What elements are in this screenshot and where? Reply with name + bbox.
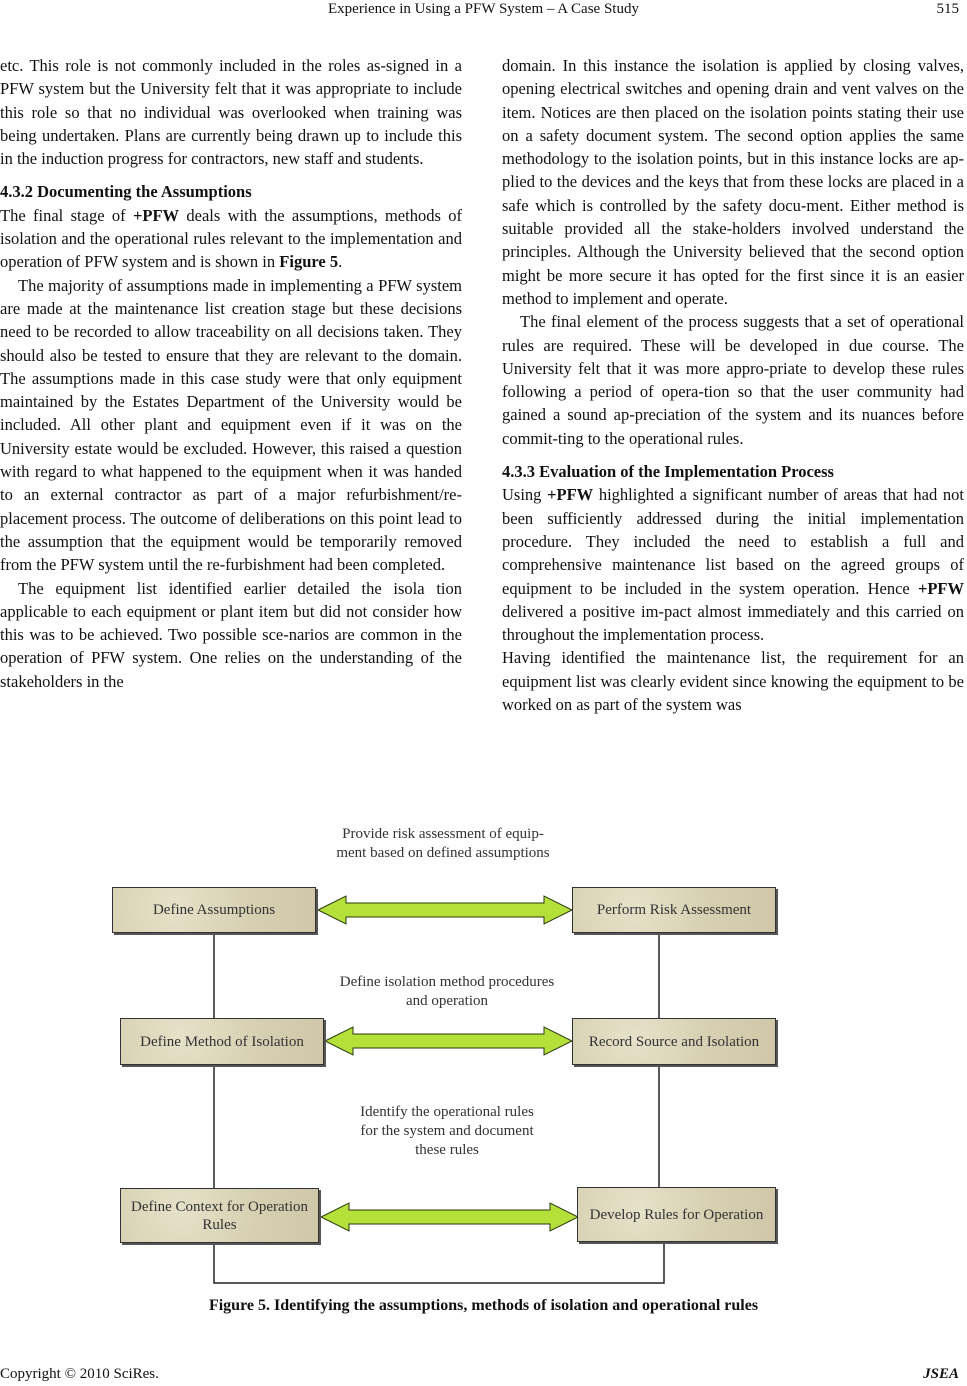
box-label	[131, 1198, 308, 1234]
section-heading-4-3-2: 4.3.2 Documenting the Assumptions	[0, 182, 252, 202]
paragraph	[0, 204, 462, 274]
double-arrow	[318, 896, 572, 924]
text-run: The final stage of	[0, 205, 133, 225]
box-label-line: Define Context for Operation	[130, 1198, 309, 1215]
bold-term: +PFW	[917, 578, 964, 598]
paragraph: The final element of the process suggests that a set of operational rules are required. These will be developed in due course. The University felt that it was more appro-priate to develop these rules following a period of opera-tion so that the user community had gained a sound ap-preciation of the system and its nuances before commit-ting to the operational rules.	[502, 312, 964, 448]
double-arrow	[325, 1027, 572, 1055]
box-label: Define Method of Isolation	[140, 1033, 304, 1050]
box-label-line: Rules	[202, 1216, 237, 1233]
text-run: highlighted a significant number of areas that had not been sufficiently addressed during the initial implementation procedure. They included the need to establish a full and comprehensive maintenance list based on the agreed groups of equipment to be included in the system operation. Hence	[502, 485, 964, 598]
paragraph	[502, 483, 964, 646]
note-line: and operation	[405, 993, 489, 1009]
box-define-assumptions	[112, 887, 316, 933]
box-perform-risk-assessment	[572, 887, 776, 933]
box-label: Perform Risk Assessment	[596, 902, 752, 918]
text-run: .	[338, 252, 343, 272]
text-run: delivered a positive im-pact almost immediately and this carried on throughout the implementation process.	[502, 601, 964, 645]
box-label: Define Assumptions	[152, 902, 276, 918]
figure-reference: Figure 5	[279, 252, 339, 272]
box-label: Record Source and Isolation	[588, 1033, 760, 1050]
connector-line	[214, 1242, 664, 1283]
paragraph: The equipment list identified earlier detailed the isola tion applicable to each equipment or plant item but did not consider how this was to be achieved. Two possible sce-narios are common in the operation of PFW system. One relies on the understanding of the stakeholders in the	[0, 578, 462, 691]
running-title: Experience in Using a PFW System – A Case Study	[328, 1, 639, 17]
box-define-context-for-operation-rules	[120, 1188, 319, 1243]
note-line: ment based on defined assumptions	[336, 845, 550, 861]
note-line: these rules	[415, 1142, 479, 1158]
figure-caption: Figure 5. Identifying the assumptions, methods of isolation and operational rules	[208, 1297, 759, 1314]
box-develop-rules-for-operation	[577, 1187, 776, 1242]
note-risk-assessment	[318, 825, 568, 863]
bold-term: +PFW	[547, 485, 594, 505]
left-column	[0, 54, 462, 693]
arrow-group	[318, 896, 578, 1231]
journal-abbrev: JSEA	[923, 1366, 959, 1382]
note-line: Provide risk assessment of equip-	[342, 826, 544, 842]
box-label: Develop Rules for Operation	[589, 1206, 764, 1223]
figure-5	[0, 815, 967, 1335]
copyright-text: Copyright © 2010 SciRes.	[0, 1366, 159, 1382]
note-line: for the system and document	[360, 1123, 534, 1139]
note-isolation-method	[320, 973, 574, 1011]
box-define-method-of-isolation	[120, 1018, 324, 1065]
paragraph: Having identified the maintenance list, the requirement for an equipment list was clearly evident since knowing the equipment to be worked on as part of the system was	[502, 648, 964, 715]
text-run: deals with the assumptions, methods of isolation and the operational rules relevant to the implementation and operation of PFW system and is shown in	[0, 205, 462, 272]
note-line: Define isolation method procedures	[339, 974, 555, 990]
note-line: Identify the operational rules	[360, 1104, 534, 1120]
paragraph: domain. In this instance the isolation is applied by closing valves, opening electrical switches and opening drain and vent valves on the item. Notices are then placed on the isolation points stating their use on a safety document system. The second option applies the same methodology to the isolation points, but in this instance locks are ap-plied to the devices and the keys that from these locks are placed in a safe which is controlled by the safety docu-ment. Either method is suitable provided all the stake-holders involved understand the principles. Although the University believed that the second option might be more secure it has opted for the first since it is an easier method to implement and operate.	[502, 56, 964, 308]
page-number: 515	[936, 1, 959, 17]
text-run: Using	[502, 485, 548, 505]
note-operational-rules	[335, 1103, 559, 1160]
paragraph: The majority of assumptions made in implementing a PFW system are made at the maintenance list creation stage but these decisions need to be recorded to allow traceability on all decisions taken. They should also be tested to ensure that they are relevant to the domain. The assumptions made in this case study were that only equipment maintained by the Estates Department of the University would be included. All other plant and equipment even if it was on the University estate would be excluded. However, this raised a question with regard to what happened to the equipment when it was handed to an external contractor as part of a major refurbishment/re-placement process. The outcome of deliberations on this point lead to the assumption that the equipment would be temporarily removed from the PFW system until the re-furbishment had been completed.	[0, 275, 462, 575]
bold-term: +PFW	[132, 205, 180, 225]
double-arrow	[321, 1203, 578, 1231]
section-heading-4-3-3: 4.3.3 Evaluation of the Implementation Process	[502, 462, 834, 482]
running-header	[0, 0, 967, 24]
paragraph: etc. This role is not commonly included in the roles as-signed in a PFW system but the University felt that it was appropriate to include this role so that no individual was overlooked when training was being undertaken. Plans are currently being drawn up to include this in the induction progress for contractors, new staff and students.	[0, 56, 462, 169]
box-record-source-and-isolation	[572, 1018, 776, 1065]
right-column	[502, 54, 964, 716]
